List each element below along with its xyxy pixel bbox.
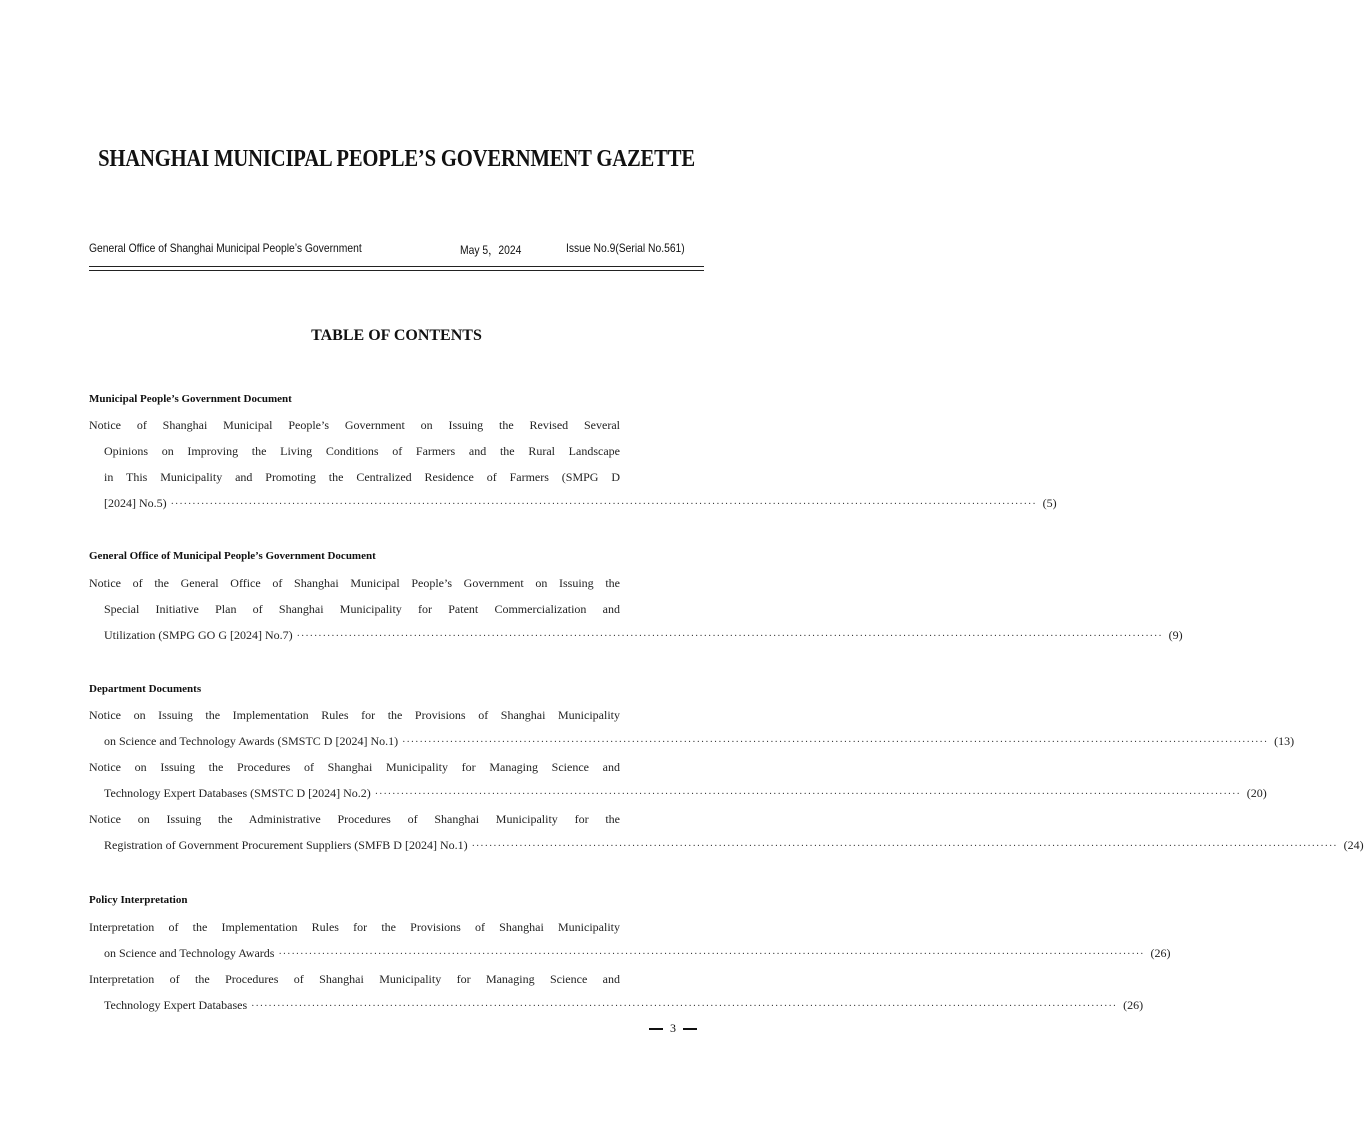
toc-entry-last-line[interactable] <box>104 946 1171 961</box>
toc-entry-line[interactable]: Special Initiative Plan of Shanghai Municipality for Patent Commercialization and <box>104 602 620 616</box>
toc-entry-text: on Science and Technology Awards (SMSTC D [2024] No.1) <box>104 734 399 748</box>
gazette-title: SHANGHAI MUNICIPAL PEOPLE’S GOVERNMENT GAZETTE <box>98 146 695 172</box>
toc-page-number: (24) <box>1343 838 1364 852</box>
leader-dots: ········································································································································································································ <box>374 789 1241 800</box>
toc-entry-last-line[interactable] <box>104 786 1267 801</box>
toc-entry-line[interactable]: Interpretation of the Implementation Rules for the Provisions of Shanghai Municipality <box>89 920 620 934</box>
toc-entry-last-line[interactable] <box>104 998 1144 1013</box>
toc-entry-line[interactable]: in This Municipality and Promoting the Centralized Residence of Farmers (SMPG D <box>104 470 620 484</box>
masthead <box>89 241 704 259</box>
section-heading: Municipal People’s Government Document <box>89 393 292 405</box>
toc-title: TABLE OF CONTENTS <box>311 327 482 344</box>
toc-page-number: (13) <box>1274 734 1295 748</box>
section-heading: Policy Interpretation <box>89 894 188 906</box>
masthead-rule-thin <box>89 270 704 271</box>
toc-entry-line[interactable]: Notice of the General Office of Shanghai Municipal People’s Government on Issuing the <box>89 576 620 590</box>
footer-dash-right <box>683 1028 697 1030</box>
toc-entry-line[interactable]: Notice of Shanghai Municipal People’s Government on Issuing the Revised Several <box>89 418 620 432</box>
toc-entry-line[interactable]: Opinions on Improving the Living Conditions of Farmers and the Rural Landscape <box>104 444 620 458</box>
toc-entry-last-line[interactable] <box>104 628 1183 643</box>
toc-entry-line[interactable]: Notice on Issuing the Implementation Rules for the Provisions of Shanghai Municipality <box>89 708 620 722</box>
leader-dots: ········································································································································································································ <box>402 737 1269 748</box>
toc-entry-text: Registration of Government Procurement Suppliers (SMFB D [2024] No.1) <box>104 838 468 852</box>
toc-entry-text: Utilization (SMPG GO G [2024] No.7) <box>104 628 293 642</box>
toc-entry-text: Technology Expert Databases <box>104 998 248 1012</box>
toc-entry-last-line[interactable] <box>104 496 1057 511</box>
leader-dots: ········································································································································································································ <box>471 841 1338 852</box>
toc-page-number: (9) <box>1168 628 1183 642</box>
masthead-rule-thick <box>89 266 704 267</box>
toc-entry-line[interactable]: Notice on Issuing the Administrative Procedures of Shanghai Municipality for the <box>89 812 620 826</box>
toc-entry-line[interactable]: Interpretation of the Procedures of Shanghai Municipality for Managing Science and <box>89 972 620 986</box>
footer-dash-left <box>649 1028 663 1030</box>
page-footer <box>624 1021 704 1036</box>
leader-dots: ········································································································································································································ <box>296 631 1163 642</box>
toc-entry-text: Technology Expert Databases (SMSTC D [2024] No.2) <box>104 786 371 800</box>
toc-entry-last-line[interactable] <box>104 734 1295 749</box>
toc-entry-last-line[interactable] <box>104 838 1364 853</box>
toc-entry-text: [2024] No.5) <box>104 496 167 510</box>
issue-number: Issue No.9(Serial No.561) <box>565 241 685 255</box>
toc-page-number: (20) <box>1246 786 1267 800</box>
toc-page-number: (26) <box>1123 998 1144 1012</box>
leader-dots: ········································································································································································································ <box>170 499 1037 510</box>
toc-page-number: (5) <box>1042 496 1057 510</box>
section-heading: Department Documents <box>89 683 202 695</box>
toc-entry-text: on Science and Technology Awards <box>104 946 275 960</box>
toc-entry-line[interactable]: Notice on Issuing the Procedures of Shanghai Municipality for Managing Science and <box>89 760 620 774</box>
issuing-office: General Office of Shanghai Municipal People’s Government <box>89 241 362 255</box>
section-heading: General Office of Municipal People’s Government Document <box>89 550 376 562</box>
page-number: 3 <box>670 1021 676 1035</box>
issue-date: May 5，2024 <box>460 243 522 257</box>
leader-dots: ········································································································································································································ <box>251 1001 1118 1012</box>
leader-dots: ········································································································································································································ <box>278 949 1145 960</box>
toc-page-number: (26) <box>1150 946 1171 960</box>
